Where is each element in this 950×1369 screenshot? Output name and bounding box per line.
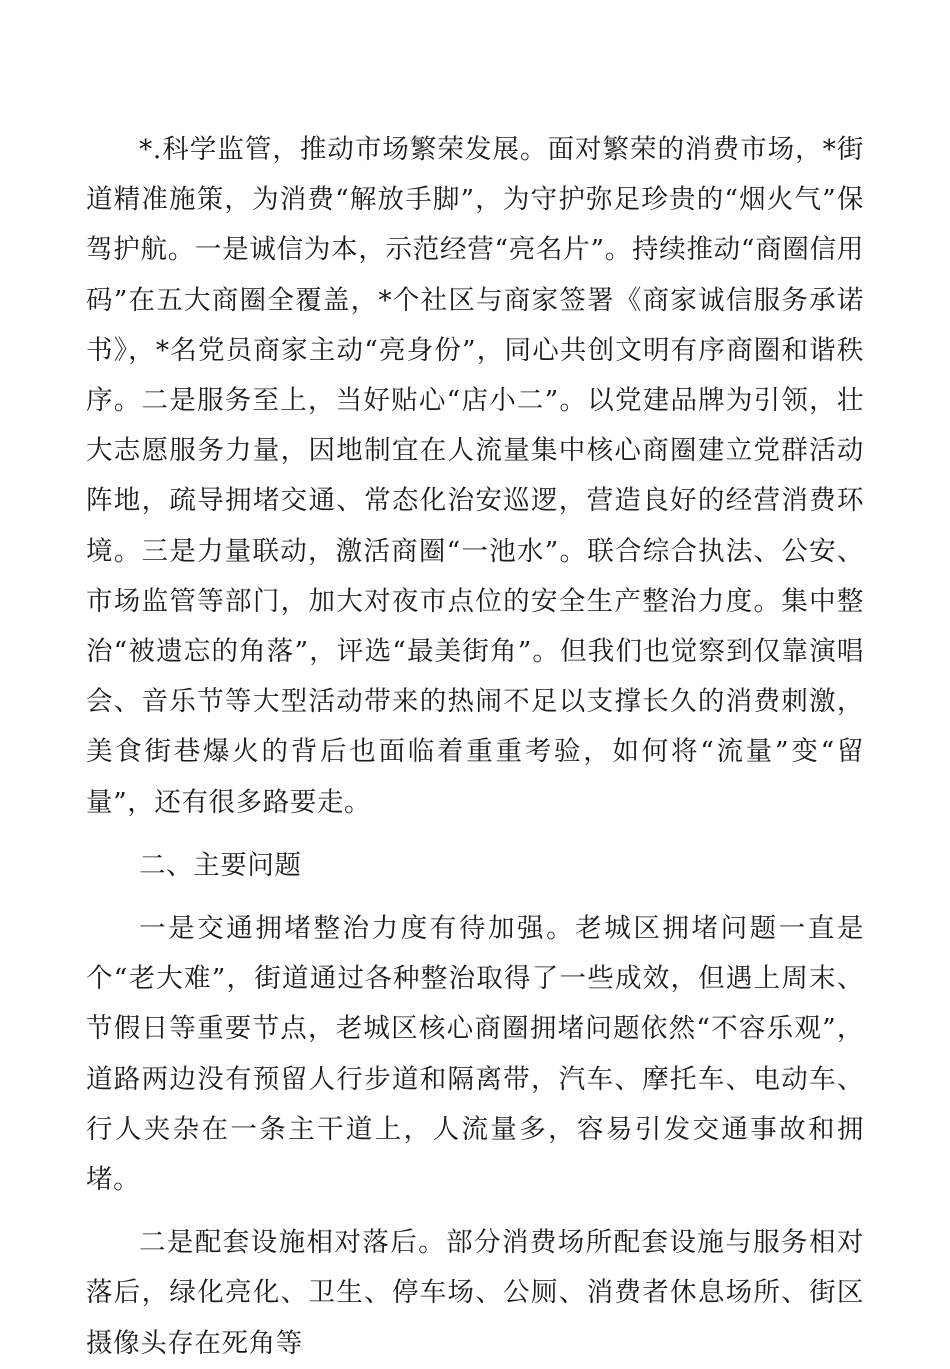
paragraph-traffic-congestion: 一是交通拥堵整治力度有待加强。老城区拥堵问题一直是个“老大难”，街道通过各种整治取得了一些成效，但遇上周末、节假日等重要节点，老城区核心商圈拥堵问题依然“不容乐观”，道路两边没有预留人行步道和隔离带，汽车、摩托车、电动车、行人夹杂在一条主干道上，人流量多，容易引发交通事故和拥堵。	[86, 913, 864, 1196]
paragraph-market-regulation: *.科学监管，推动市场繁荣发展。面对繁荣的消费市场，*街道精准施策，为消费“解放手脚”，为守护弥足珍贵的“烟火气”保驾护航。一是诚信为本，示范经营“亮名片”。持续推动“商圈信用码”在五大商圈全覆盖，*个社区与商家签署《商家诚信服务承诺书》，*名党员商家主动“亮身份”，同心共创文明有序商圈和谐秩序。二是服务至上，当好贴心“店小二”。以党建品牌为引领，壮大志愿服务力量，因地制宜在人流量集中核心商圈建立党群活动阵地，疏导拥堵交通、常态化治安巡逻，营造良好的经营消费环境。三是力量联动，激活商圈“一池水”。联合综合执法、公安、市场监管等部门，加大对夜市点位的安全生产整治力度。集中整治“被遗忘的角落”，评选“最美街角”。但我们也觉察到仅靠演唱会、音乐节等大型活动带来的热闹不足以支撑长久的消费刺激，美食街巷爆火的背后也面临着重重考验，如何将“流量”变“留量”，还有很多路要走。	[86, 134, 864, 818]
section-heading-main-problems: 二、主要问题	[139, 849, 302, 881]
document-page	[86, 125, 864, 1369]
paragraph-supporting-facilities: 二是配套设施相对落后。部分消费场所配套设施与服务相对落后，绿化亮化、卫生、停车场、公厕、消费者休息场所、街区摄像头存在死角等	[86, 1227, 864, 1359]
